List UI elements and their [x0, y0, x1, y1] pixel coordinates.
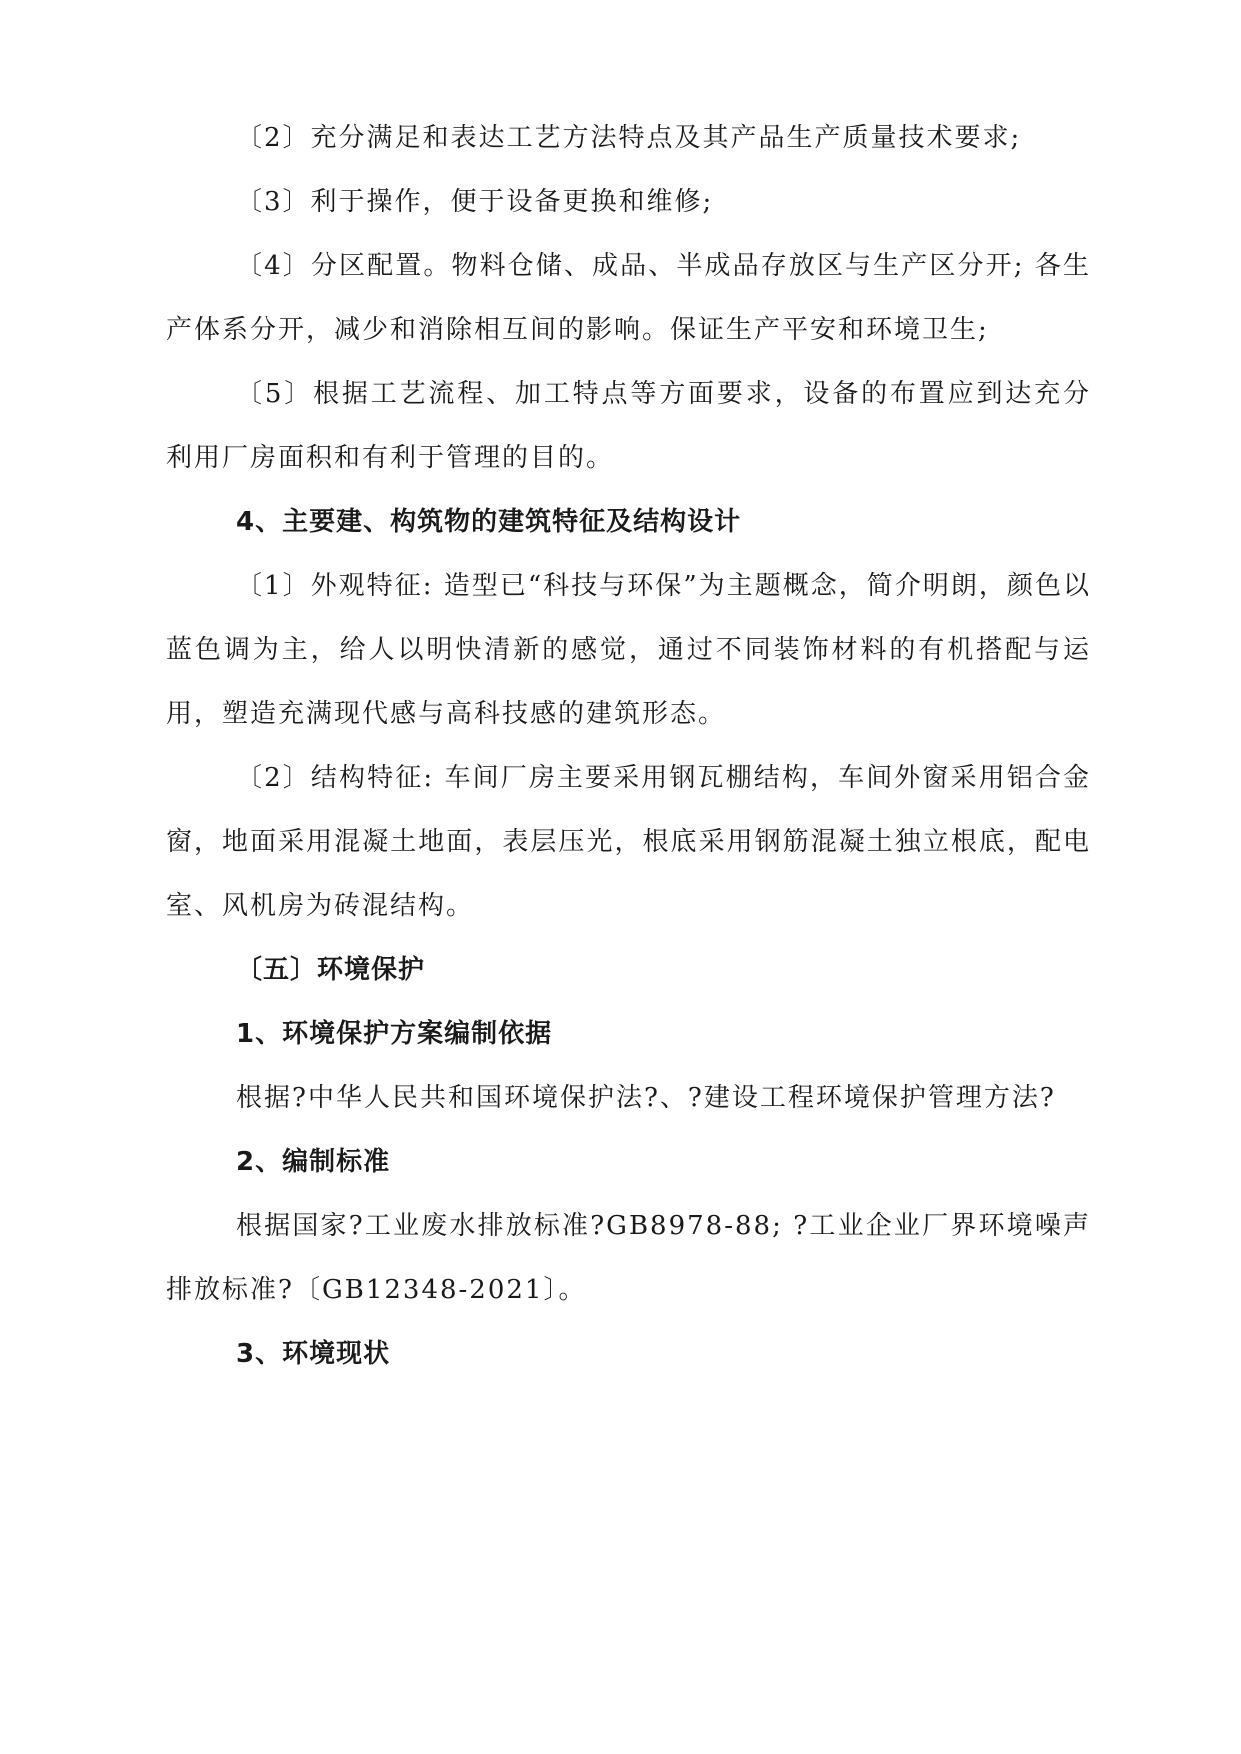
paragraph-layout-requirement-4: 〔4〕分区配置。物料仓储、成品、半成品存放区与生产区分开; 各生产体系分开，减少和消除相互间的影响。保证生产平安和环境卫生;: [166, 251, 1091, 345]
paragraph-layout-requirement-2: 〔2〕充分满足和表达工艺方法特点及其产品生产质量技术要求;: [236, 123, 1022, 153]
document-body: [166, 106, 1091, 1386]
paragraph-standards: 根据国家?工业废水排放标准?GB8978-88; ?工业企业厂界环境噪声排放标准?〔GB12348-2021〕。: [166, 1211, 1091, 1305]
subsection-heading-standards: 2、编制标准: [236, 1147, 391, 1177]
section-heading-environmental-protection: 〔五〕环境保护: [236, 955, 426, 985]
section-heading-building-features: 4、主要建、构筑物的建筑特征及结构设计: [236, 507, 742, 537]
paragraph-appearance-features: 〔1〕外观特征: 造型已“科技与环保”为主题概念，简介明朗，颜色以蓝色调为主，给人以明快清新的感觉，通过不同装饰材料的有机搭配与运用，塑造充满现代感与高科技感的建筑形态。: [166, 571, 1091, 729]
subsection-heading-basis: 1、环境保护方案编制依据: [236, 1019, 553, 1049]
paragraph-layout-requirement-5: 〔5〕根据工艺流程、加工特点等方面要求，设备的布置应到达充分利用厂房面积和有利于管理的目的。: [166, 379, 1091, 473]
subsection-heading-current-status: 3、环境现状: [236, 1339, 391, 1369]
paragraph-layout-requirement-3: 〔3〕利于操作，便于设备更换和维修;: [236, 187, 714, 217]
paragraph-structure-features: 〔2〕结构特征: 车间厂房主要采用钢瓦棚结构，车间外窗采用铝合金窗，地面采用混凝土地面，表层压光，根底采用钢筋混凝土独立根底，配电室、风机房为砖混结构。: [166, 763, 1091, 921]
paragraph-basis: 根据?中华人民共和国环境保护法?、?建设工程环境保护管理方法?: [236, 1083, 1056, 1113]
